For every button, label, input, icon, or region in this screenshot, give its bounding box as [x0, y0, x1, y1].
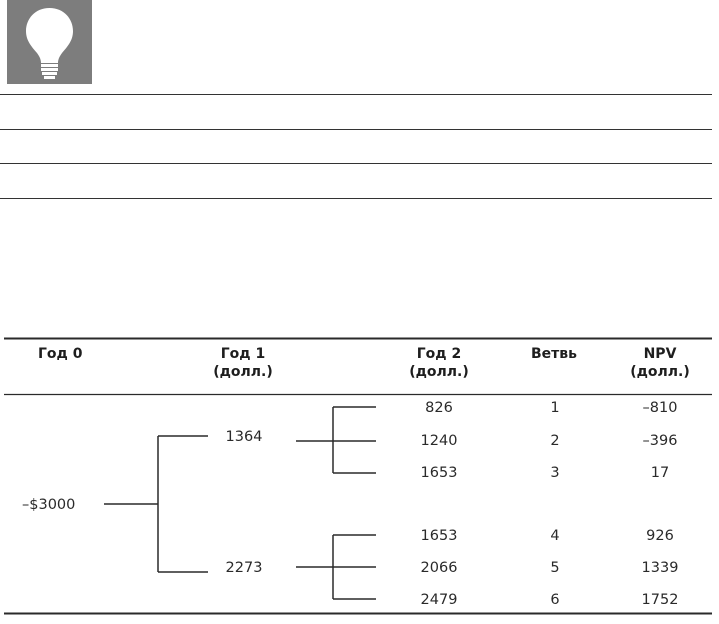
year1-value-upper: 1364 [225, 429, 263, 445]
root-value: –$3000 [22, 497, 76, 513]
row-4-branch: 4 [550, 528, 560, 544]
header-year1: Год 1 (долл.) [213, 346, 273, 380]
row-6-npv: 1752 [641, 592, 679, 608]
row-6-branch: 6 [550, 592, 560, 608]
header-year2: Год 2 (долл.) [409, 346, 469, 380]
row-2-year2: 1240 [420, 433, 458, 449]
row-2-npv: –396 [642, 433, 678, 449]
row-1-npv: –810 [642, 400, 678, 416]
header-year0: Год 0 [38, 346, 83, 362]
header-branch: Ветвь [531, 346, 577, 362]
row-4-npv: 926 [646, 528, 674, 544]
row-5-branch: 5 [550, 560, 560, 576]
row-5-npv: 1339 [641, 560, 679, 576]
row-5-year2: 2066 [420, 560, 458, 576]
year1-value-lower: 2273 [225, 560, 263, 576]
row-4-year2: 1653 [420, 528, 458, 544]
row-3-npv: 17 [650, 465, 670, 481]
row-3-branch: 3 [550, 465, 560, 481]
row-1-branch: 1 [550, 400, 560, 416]
row-1-year2: 826 [425, 400, 453, 416]
row-3-year2: 1653 [420, 465, 458, 481]
row-6-year2: 2479 [420, 592, 458, 608]
row-2-branch: 2 [550, 433, 560, 449]
header-npv: NPV (долл.) [630, 346, 690, 380]
